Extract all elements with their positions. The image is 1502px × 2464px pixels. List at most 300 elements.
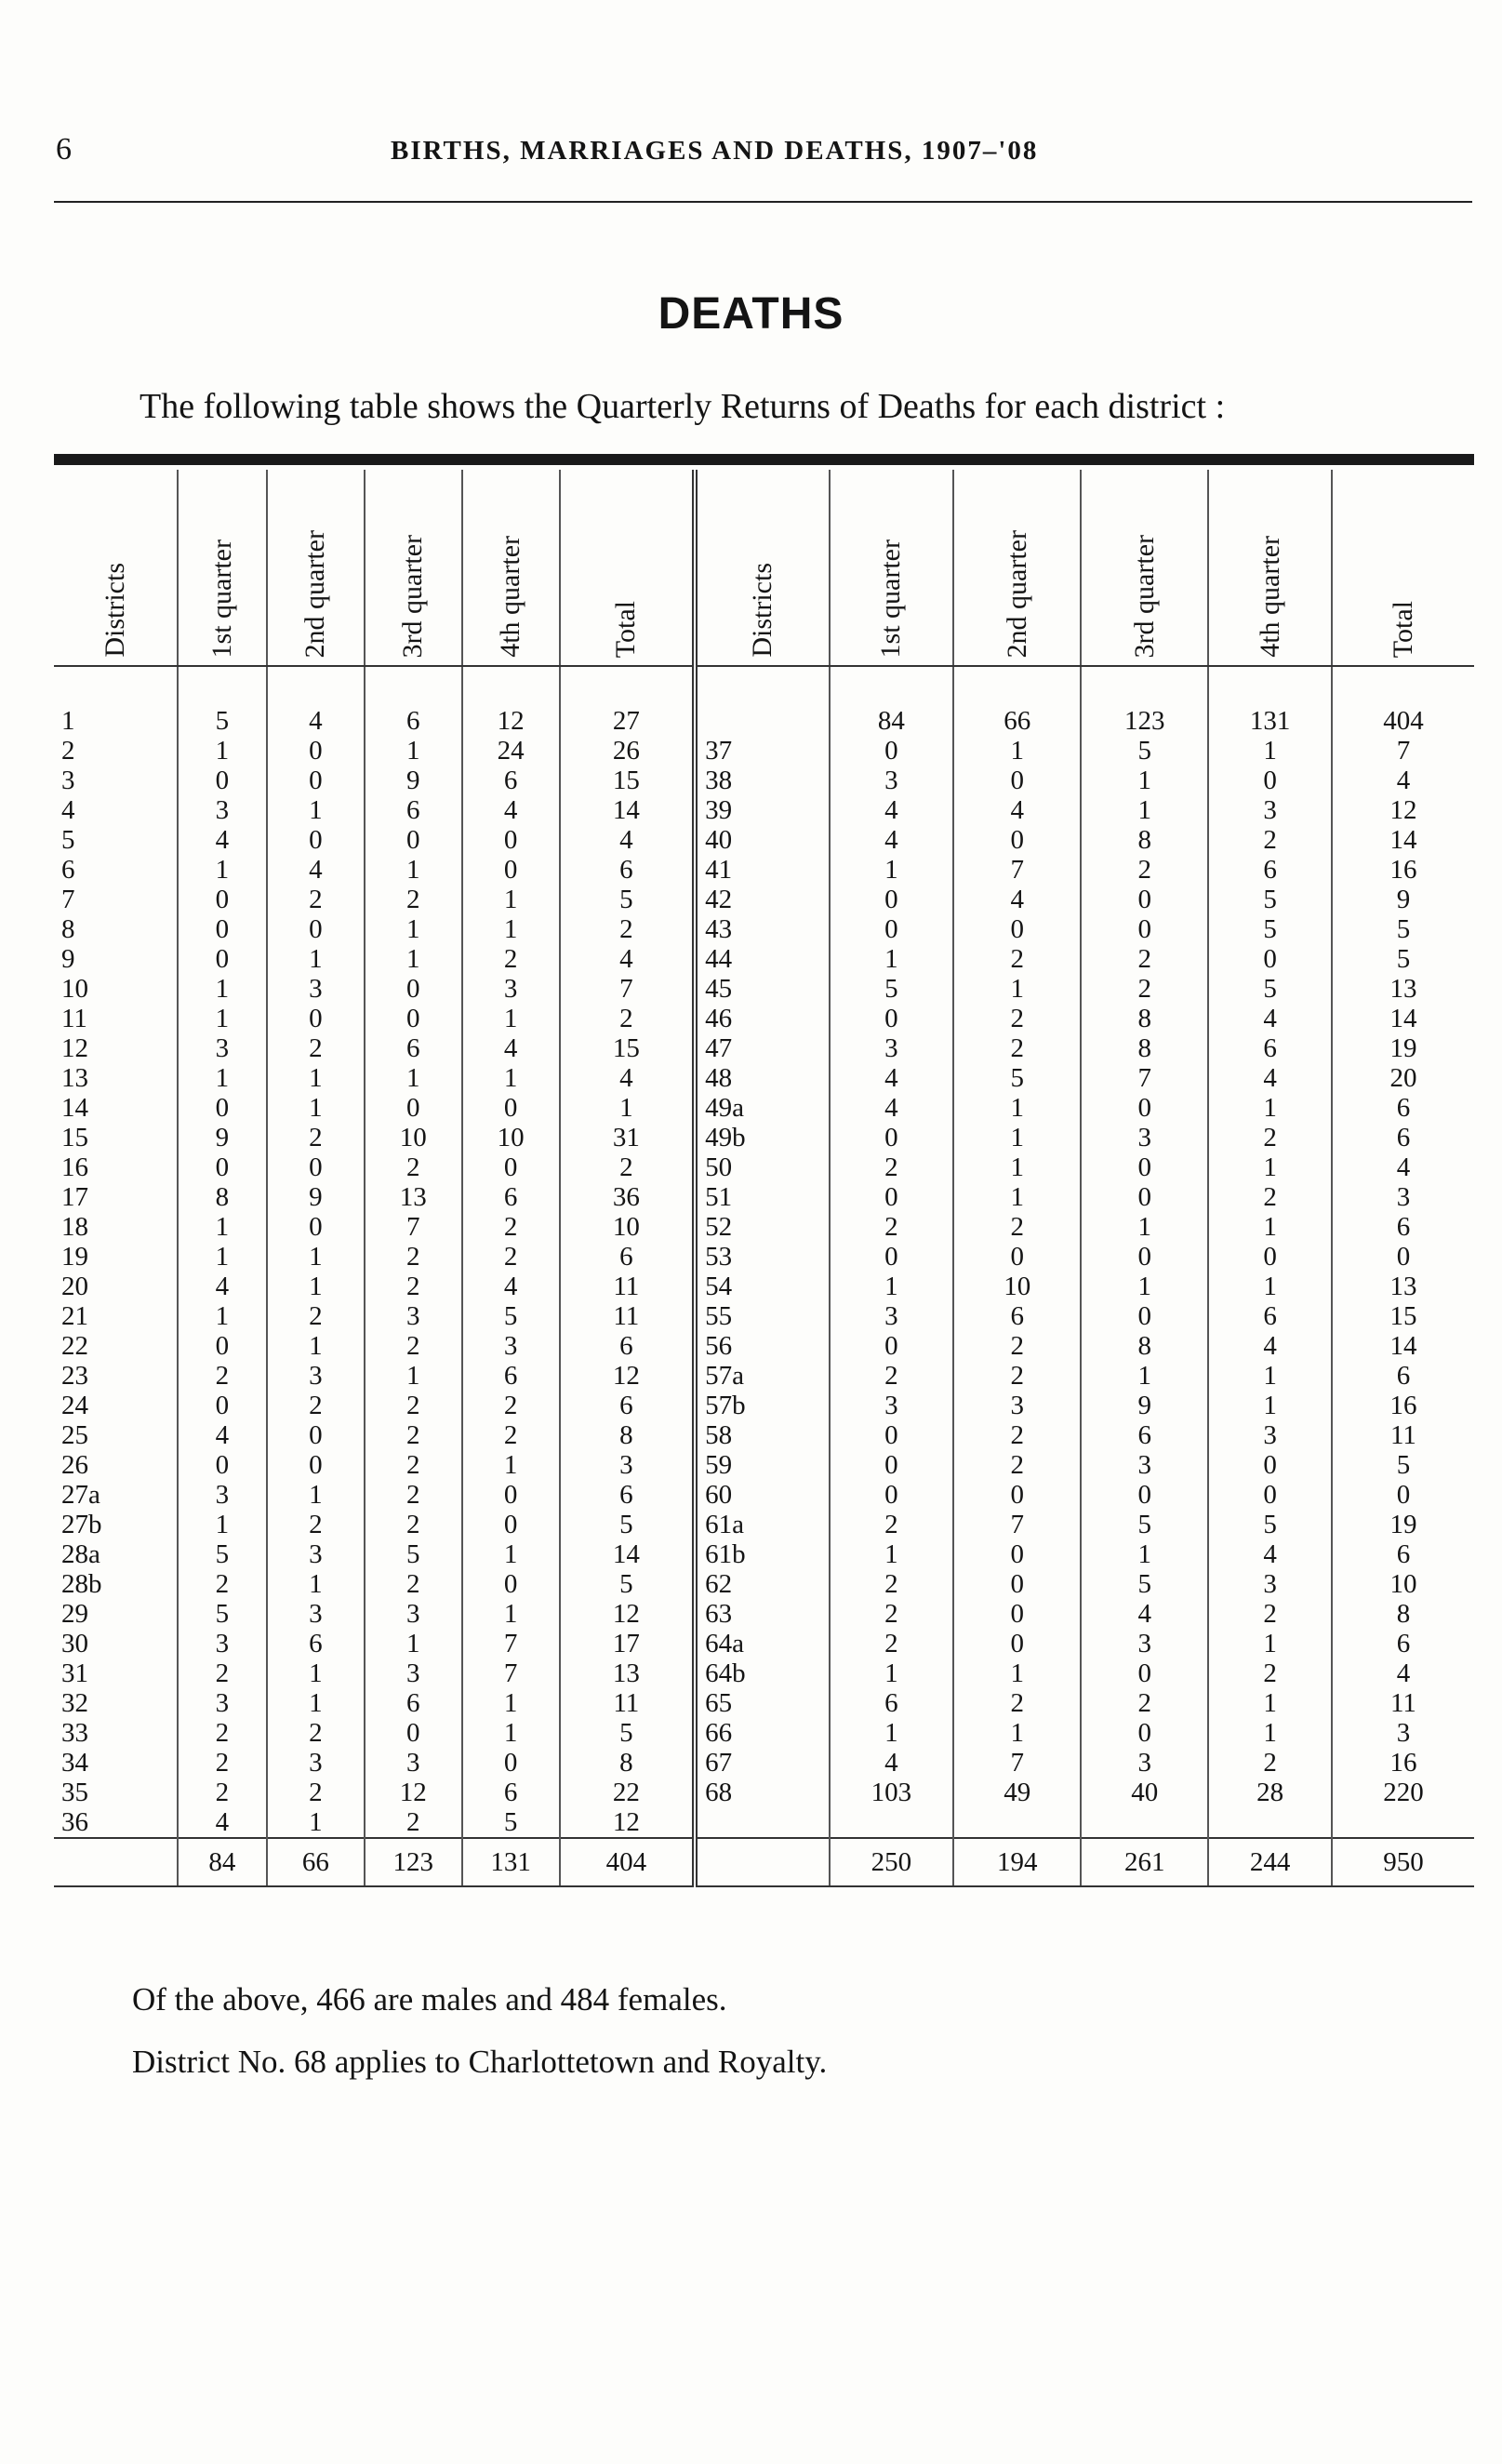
quarter-cell: 2: [365, 1807, 462, 1838]
total-cell: 6: [1396, 1539, 1411, 1569]
quarter-cell: 1: [267, 1807, 365, 1838]
quarter-cell: 2: [953, 1361, 1081, 1391]
total-cell: 5: [1396, 914, 1411, 944]
quarter-cell: 9: [1081, 1391, 1208, 1420]
quarter-cell: 0: [178, 914, 267, 944]
quarter-cell: 3: [178, 1629, 267, 1658]
total-cell: 10: [560, 1212, 696, 1242]
district-cell: 1: [54, 706, 178, 736]
total-cell: 6: [1396, 1123, 1411, 1152]
quarter-cell: 261: [1081, 1838, 1208, 1886]
total-cell: 6: [560, 1391, 696, 1420]
total-cell: 6: [560, 1242, 696, 1272]
quarter-cell: 8: [1081, 1331, 1208, 1361]
quarter-cell: 1: [178, 855, 267, 885]
quarter-cell: 10: [365, 1123, 462, 1152]
table-row: [54, 885, 1474, 914]
total-cell: 8: [1396, 1599, 1411, 1629]
table-row: [54, 855, 1474, 885]
quarter-cell: 0: [953, 1599, 1081, 1629]
district-cell: 44: [695, 944, 829, 974]
quarter-cell: 0: [830, 1331, 954, 1361]
total-cell: 11: [1389, 1420, 1416, 1450]
quarter-cell: 0: [1081, 1718, 1208, 1748]
quarter-cell: 1: [953, 1152, 1081, 1182]
total-cell: 0: [1396, 1242, 1411, 1272]
quarter-cell: 0: [953, 1242, 1081, 1272]
total-cell: 11: [560, 1301, 696, 1331]
total-cell: 10: [1389, 1569, 1417, 1599]
total-cell: 3: [560, 1450, 696, 1480]
district-cell: 35: [54, 1778, 178, 1807]
total-cell: 950: [1332, 1838, 1474, 1886]
quarter-cell: 3: [365, 1748, 462, 1778]
quarter-cell: 6: [462, 766, 560, 795]
quarter-cell: 0: [953, 1539, 1081, 1569]
quarter-cell: 250: [830, 1838, 954, 1886]
total-cell: 16: [1389, 1391, 1417, 1420]
district-cell: 28a: [54, 1539, 178, 1569]
table-row: [54, 1361, 1474, 1391]
quarter-cell: 2: [267, 1778, 365, 1807]
quarter-cell: 244: [1208, 1838, 1332, 1886]
quarter-cell: 1: [830, 1658, 954, 1688]
spacer-cell: [830, 666, 954, 706]
quarter-cell: 2: [1208, 1748, 1332, 1778]
table-row: [54, 1093, 1474, 1123]
total-cell: 8: [560, 1748, 696, 1778]
quarter-cell: [830, 1807, 954, 1838]
note-sex-breakdown: Of the above, 466 are males and 484 females.: [132, 1981, 727, 2018]
quarter-cell: 1: [365, 1361, 462, 1391]
district-cell: 13: [54, 1063, 178, 1093]
district-cell: 38: [695, 766, 829, 795]
quarter-cell: 0: [267, 766, 365, 795]
table-top-rule: [54, 454, 1474, 465]
section-title: DEATHS: [658, 289, 844, 339]
quarter-cell: 1: [953, 1123, 1081, 1152]
district-cell: 53: [695, 1242, 829, 1272]
quarter-cell: 0: [462, 855, 560, 885]
spacer-row: [54, 666, 1474, 706]
col-header-total: Total: [560, 470, 696, 666]
total-cell: 7: [1396, 736, 1411, 766]
district-cell: 34: [54, 1748, 178, 1778]
quarter-cell: 0: [953, 914, 1081, 944]
quarter-cell: 0: [1081, 1152, 1208, 1182]
table-row: [54, 1629, 1474, 1658]
quarter-cell: 1: [1208, 1391, 1332, 1420]
total-cell: 14: [1389, 1004, 1417, 1033]
totals-row: [54, 1838, 1474, 1886]
quarter-cell: 2: [462, 1420, 560, 1450]
quarter-cell: 1: [365, 944, 462, 974]
quarter-cell: 3: [1081, 1450, 1208, 1480]
quarter-cell: 0: [462, 825, 560, 855]
header-rule: [54, 201, 1472, 203]
quarter-cell: 0: [462, 1510, 560, 1539]
quarter-cell: 1: [830, 944, 954, 974]
quarter-cell: 1: [462, 914, 560, 944]
quarter-cell: 3: [178, 1688, 267, 1718]
quarter-cell: 66: [267, 1838, 365, 1886]
quarter-cell: 0: [1208, 1480, 1332, 1510]
district-cell: 55: [695, 1301, 829, 1331]
total-cell: 4: [560, 1063, 696, 1093]
quarter-cell: 10: [462, 1123, 560, 1152]
total-cell: 2: [560, 1152, 696, 1182]
quarter-cell: 5: [1208, 1510, 1332, 1539]
quarter-cell: 4: [830, 1093, 954, 1123]
quarter-cell: 0: [462, 1480, 560, 1510]
quarter-cell: 5: [1208, 914, 1332, 944]
district-cell: 64a: [695, 1629, 829, 1658]
quarter-cell: 1: [178, 1004, 267, 1033]
total-cell: 5: [560, 1510, 696, 1539]
quarter-cell: 12: [365, 1778, 462, 1807]
quarter-cell: 3: [462, 1331, 560, 1361]
quarter-cell: 0: [267, 1152, 365, 1182]
spacer-cell: [267, 666, 365, 706]
quarter-cell: 0: [1208, 944, 1332, 974]
district-cell: 4: [54, 795, 178, 825]
quarter-cell: 84: [830, 706, 954, 736]
quarter-cell: 0: [462, 1093, 560, 1123]
col-header-q2: 2nd quarter: [267, 470, 365, 666]
district-cell: 9: [54, 944, 178, 974]
quarter-cell: 1: [365, 736, 462, 766]
quarter-cell: 4: [1208, 1331, 1332, 1361]
total-cell: 4: [1396, 1658, 1411, 1688]
quarter-cell: 0: [953, 825, 1081, 855]
quarter-cell: 2: [830, 1152, 954, 1182]
quarter-cell: [1208, 1807, 1332, 1838]
district-cell: 12: [54, 1033, 178, 1063]
quarter-cell: 0: [830, 885, 954, 914]
quarter-cell: 3: [830, 1391, 954, 1420]
total-cell: 6: [1396, 1093, 1411, 1123]
total-cell: 6: [1396, 1629, 1411, 1658]
quarter-cell: 1: [462, 1063, 560, 1093]
quarter-cell: 0: [830, 1123, 954, 1152]
quarter-cell: 3: [1208, 795, 1332, 825]
quarter-cell: 1: [462, 1688, 560, 1718]
spacer-cell: [560, 666, 696, 706]
table-row: [54, 944, 1474, 974]
district-cell: 61a: [695, 1510, 829, 1539]
quarter-cell: 8: [1081, 1004, 1208, 1033]
quarter-cell: 0: [830, 736, 954, 766]
district-cell: 61b: [695, 1539, 829, 1569]
quarter-cell: 6: [365, 795, 462, 825]
total-cell: 15: [560, 766, 696, 795]
quarter-cell: 0: [953, 1629, 1081, 1658]
quarter-cell: 0: [462, 1569, 560, 1599]
quarter-cell: 1: [830, 1718, 954, 1748]
total-cell: 6: [1396, 1212, 1411, 1242]
quarter-cell: 5: [830, 974, 954, 1004]
district-cell: 28b: [54, 1569, 178, 1599]
spacer-cell: [953, 666, 1081, 706]
district-cell: 56: [695, 1331, 829, 1361]
total-cell: 6: [560, 1480, 696, 1510]
table-row: [54, 1480, 1474, 1510]
table-row: [54, 914, 1474, 944]
quarter-cell: 1: [267, 1569, 365, 1599]
quarter-cell: 5: [462, 1301, 560, 1331]
total-cell: 9: [1396, 885, 1411, 914]
district-cell: 66: [695, 1718, 829, 1748]
quarter-cell: 1: [267, 1480, 365, 1510]
quarter-cell: 2: [178, 1718, 267, 1748]
quarter-cell: 0: [178, 1391, 267, 1420]
quarter-cell: 1: [178, 1242, 267, 1272]
total-cell: 5: [1396, 944, 1411, 974]
quarter-cell: 1: [1081, 1361, 1208, 1391]
col-header-q4: 4th quarter: [1208, 470, 1332, 666]
quarter-cell: 2: [365, 1272, 462, 1301]
quarter-cell: 1: [267, 795, 365, 825]
district-cell: 64b: [695, 1658, 829, 1688]
quarter-cell: 2: [1081, 944, 1208, 974]
quarter-cell: 4: [178, 825, 267, 855]
quarter-cell: 2: [1208, 825, 1332, 855]
total-cell: 12: [560, 1599, 696, 1629]
quarter-cell: 7: [953, 1510, 1081, 1539]
total-cell: 6: [560, 855, 696, 885]
district-cell: 62: [695, 1569, 829, 1599]
quarter-cell: 2: [953, 944, 1081, 974]
quarter-cell: 2: [178, 1658, 267, 1688]
table-row: [54, 1033, 1474, 1063]
district-cell: 65: [695, 1688, 829, 1718]
quarter-cell: 0: [830, 1242, 954, 1272]
district-cell: 16: [54, 1152, 178, 1182]
total-cell: 1: [560, 1093, 696, 1123]
quarter-cell: 4: [1208, 1063, 1332, 1093]
quarter-cell: 7: [462, 1658, 560, 1688]
quarter-cell: 1: [462, 1718, 560, 1748]
quarter-cell: 1: [1208, 1272, 1332, 1301]
district-cell: 49b: [695, 1123, 829, 1152]
quarter-cell: 2: [365, 1480, 462, 1510]
quarter-cell: 2: [830, 1510, 954, 1539]
district-cell: 11: [54, 1004, 178, 1033]
col-header-q1: 1st quarter: [178, 470, 267, 666]
quarter-cell: 1: [1081, 795, 1208, 825]
quarter-cell: 0: [1208, 766, 1332, 795]
note-district-68: District No. 68 applies to Charlottetown and Royalty.: [132, 2044, 828, 2080]
district-cell: 49a: [695, 1093, 829, 1123]
quarter-cell: 2: [1208, 1123, 1332, 1152]
total-cell: 14: [560, 795, 696, 825]
table-row: [54, 1391, 1474, 1420]
table-row: [54, 1688, 1474, 1718]
quarter-cell: 131: [462, 1838, 560, 1886]
quarter-cell: 2: [178, 1569, 267, 1599]
quarter-cell: 0: [267, 1450, 365, 1480]
quarter-cell: 7: [365, 1212, 462, 1242]
quarter-cell: 2: [178, 1748, 267, 1778]
quarter-cell: 3: [178, 1033, 267, 1063]
quarter-cell: 4: [1081, 1599, 1208, 1629]
quarter-cell: 6: [462, 1361, 560, 1391]
quarter-cell: 0: [953, 1569, 1081, 1599]
quarter-cell: 5: [178, 1599, 267, 1629]
total-cell: 36: [560, 1182, 696, 1212]
quarter-cell: 0: [1081, 914, 1208, 944]
total-cell: 26: [560, 736, 696, 766]
quarter-cell: 4: [830, 795, 954, 825]
table-row: [54, 795, 1474, 825]
quarter-cell: 0: [365, 825, 462, 855]
deaths-table: [54, 470, 1474, 1887]
col-header-q2: 2nd quarter: [953, 470, 1081, 666]
spacer-cell: [365, 666, 462, 706]
quarter-cell: 123: [1081, 706, 1208, 736]
quarter-cell: [953, 1807, 1081, 1838]
total-cell: 4: [1396, 766, 1411, 795]
quarter-cell: 13: [365, 1182, 462, 1212]
quarter-cell: 6: [365, 1033, 462, 1063]
quarter-cell: 5: [178, 1539, 267, 1569]
quarter-cell: 6: [365, 706, 462, 736]
total-cell: 11: [1389, 1688, 1416, 1718]
quarter-cell: 0: [1208, 1450, 1332, 1480]
table-row: [54, 1063, 1474, 1093]
quarter-cell: 1: [365, 1629, 462, 1658]
quarter-cell: 2: [953, 1420, 1081, 1450]
quarter-cell: 0: [365, 974, 462, 1004]
district-cell: 30: [54, 1629, 178, 1658]
quarter-cell: 1: [1208, 1152, 1332, 1182]
total-cell: 19: [1389, 1510, 1417, 1539]
quarter-cell: 1: [1208, 1718, 1332, 1748]
quarter-cell: 2: [365, 885, 462, 914]
quarter-cell: 1: [365, 855, 462, 885]
quarter-cell: 1: [1208, 1361, 1332, 1391]
quarter-cell: 5: [178, 706, 267, 736]
quarter-cell: 3: [267, 1361, 365, 1391]
total-cell: 5: [560, 1569, 696, 1599]
quarter-cell: 8: [1081, 825, 1208, 855]
quarter-cell: 3: [1208, 1420, 1332, 1450]
quarter-cell: 7: [462, 1629, 560, 1658]
quarter-cell: 1: [953, 1718, 1081, 1748]
quarter-cell: 3: [953, 1391, 1081, 1420]
quarter-cell: 4: [1208, 1004, 1332, 1033]
total-cell: 14: [1389, 1331, 1417, 1361]
district-cell: 14: [54, 1093, 178, 1123]
district-cell: 39: [695, 795, 829, 825]
quarter-cell: 1: [953, 974, 1081, 1004]
quarter-cell: 0: [365, 1004, 462, 1033]
table-row: [54, 825, 1474, 855]
quarter-cell: 7: [953, 855, 1081, 885]
quarter-cell: 1: [178, 1212, 267, 1242]
col-header-q4: 4th quarter: [462, 470, 560, 666]
quarter-cell: 1: [178, 1301, 267, 1331]
quarter-cell: 4: [830, 825, 954, 855]
district-cell: 50: [695, 1152, 829, 1182]
quarter-cell: 2: [1208, 1182, 1332, 1212]
quarter-cell: 0: [1208, 1242, 1332, 1272]
district-cell: 51: [695, 1182, 829, 1212]
total-cell: 5: [560, 885, 696, 914]
total-cell: 13: [560, 1658, 696, 1688]
total-cell: 15: [1389, 1301, 1417, 1331]
total-cell: 15: [560, 1033, 696, 1063]
quarter-cell: 1: [267, 1658, 365, 1688]
quarter-cell: 2: [267, 1510, 365, 1539]
table-row: [54, 1123, 1474, 1152]
quarter-cell: 0: [178, 885, 267, 914]
quarter-cell: 5: [1081, 736, 1208, 766]
quarter-cell: 0: [267, 1004, 365, 1033]
district-cell: 31: [54, 1658, 178, 1688]
col-header-q3: 3rd quarter: [1081, 470, 1208, 666]
quarter-cell: 1: [462, 1450, 560, 1480]
col-header-q1: 1st quarter: [830, 470, 954, 666]
quarter-cell: 6: [462, 1778, 560, 1807]
quarter-cell: 0: [1081, 1182, 1208, 1212]
quarter-cell: 2: [830, 1361, 954, 1391]
quarter-cell: 1: [178, 1063, 267, 1093]
quarter-cell: 6: [462, 1182, 560, 1212]
spacer-cell: [1208, 666, 1332, 706]
district-cell: 59: [695, 1450, 829, 1480]
quarter-cell: 2: [267, 1718, 365, 1748]
quarter-cell: 28: [1208, 1778, 1332, 1807]
page-number: 6: [56, 132, 72, 166]
quarter-cell: 40: [1081, 1778, 1208, 1807]
total-cell: 3: [1396, 1718, 1411, 1748]
quarter-cell: 3: [267, 1599, 365, 1629]
quarter-cell: 1: [267, 1063, 365, 1093]
district-cell: 67: [695, 1748, 829, 1778]
district-cell: 54: [695, 1272, 829, 1301]
quarter-cell: 10: [953, 1272, 1081, 1301]
table-row: [54, 1807, 1474, 1838]
district-cell: 8: [54, 914, 178, 944]
quarter-cell: 3: [365, 1658, 462, 1688]
quarter-cell: 1: [267, 944, 365, 974]
total-cell: 31: [560, 1123, 696, 1152]
total-cell: 13: [1389, 1272, 1417, 1301]
quarter-cell: 24: [462, 736, 560, 766]
table-row: [54, 736, 1474, 766]
district-cell: 58: [695, 1420, 829, 1450]
total-cell: 2: [560, 1004, 696, 1033]
quarter-cell: 2: [267, 885, 365, 914]
quarter-cell: 0: [830, 1480, 954, 1510]
quarter-cell: 4: [830, 1063, 954, 1093]
table-row: [54, 1152, 1474, 1182]
district-cell: 45: [695, 974, 829, 1004]
district-cell: 3: [54, 766, 178, 795]
quarter-cell: 4: [462, 1033, 560, 1063]
quarter-cell: 1: [267, 1688, 365, 1718]
quarter-cell: 0: [178, 944, 267, 974]
district-cell: 42: [695, 885, 829, 914]
spacer-cell: [178, 666, 267, 706]
table-row: [54, 766, 1474, 795]
quarter-cell: 3: [365, 1301, 462, 1331]
quarter-cell: 131: [1208, 706, 1332, 736]
quarter-cell: 8: [1081, 1033, 1208, 1063]
district-cell: 48: [695, 1063, 829, 1093]
quarter-cell: 1: [462, 1004, 560, 1033]
